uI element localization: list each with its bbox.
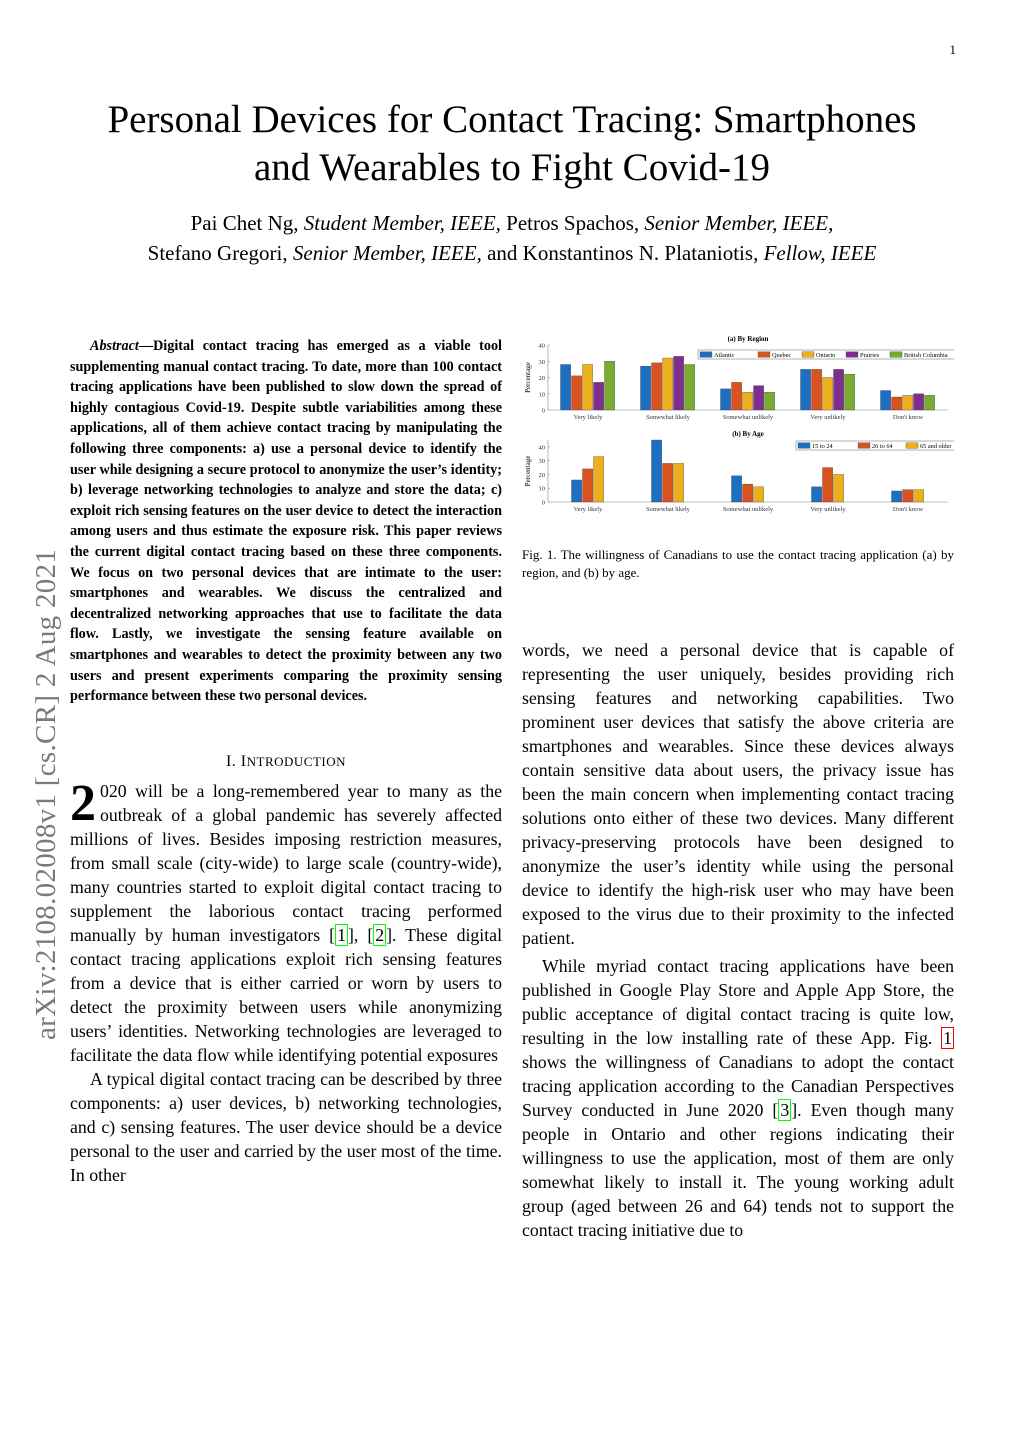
section-first-letter: I	[240, 752, 247, 770]
body-text: . Even though many people in Ontario and other regions indicating their willingness to use the application, most of them are only somewhat likely to install it. The young working adult group (aged between 26 and 64) tends not to support the contact tracing initiative due to	[522, 1100, 954, 1240]
title-line-1: Personal Devices for Contact Tracing: Smartphones	[107, 98, 917, 141]
bar-15-to-24	[892, 491, 902, 502]
y-tick-label: 40	[538, 444, 545, 452]
author-name: and Konstantinos N. Plataniotis,	[487, 241, 759, 265]
author-name: Stefano Gregori,	[147, 241, 288, 265]
bar-british-columbia	[845, 374, 855, 410]
x-tick-label: Very likely	[573, 506, 603, 513]
intro-paragraph-2: A typical digital contact tracing can be described by three components: a) user devices, b) networking technologies, and c) sensing features. The user device should be a device personal to the user and carried by the user most of the time. In other	[70, 1068, 502, 1185]
y-tick-label: 0	[541, 499, 545, 507]
figure-1	[522, 330, 954, 525]
bar-15-to-24	[652, 440, 662, 502]
legend-label: Prairies	[860, 351, 880, 359]
bar-ontario	[743, 392, 753, 410]
bar-atlantic	[801, 369, 811, 410]
bar-quebec	[812, 369, 822, 410]
title-line-2: and Wearables to Fight Covid-19	[253, 146, 771, 189]
bar-26-to-64	[583, 469, 593, 502]
bar-65-and-older	[674, 463, 684, 502]
bar-65-and-older	[754, 487, 764, 502]
page-number: 1	[949, 42, 956, 57]
bar-quebec	[892, 397, 902, 410]
section-heading	[70, 753, 502, 771]
bar-prairies	[754, 386, 764, 410]
bar-15-to-24	[812, 487, 822, 502]
bar-26-to-64	[823, 468, 833, 502]
legend-swatch	[846, 352, 858, 358]
figure-caption: Fig. 1. The willingness of Canadians to use the contact tracing application (a) by region, and (b) by age.	[522, 547, 954, 580]
section-number: I.	[225, 752, 237, 770]
legend-label: British Columbia	[904, 351, 948, 359]
body-text: While myriad contact tracing applications have been published in Google Play Store and Apple App Store, the public acceptance of digital contact tracing is quite low, resulting in the low installing rate of these App. Fig.	[522, 956, 954, 1048]
bar-ontario	[583, 365, 593, 411]
y-tick-label: 30	[538, 358, 545, 366]
citation-link[interactable]: 1	[337, 924, 346, 945]
x-tick-label: Don't know	[892, 414, 924, 421]
chart-title: (b) By Age	[732, 430, 764, 438]
citation-separator: ,	[353, 924, 368, 945]
legend-label: 26 to 64	[872, 442, 893, 450]
legend-label: Quebec	[772, 351, 792, 359]
right-paragraph-2: While myriad contact tracing applications have been published in Google Play Store and Apple App Store, the public acceptance of digital contact tracing is quite low, resulting in the low installing rate of these App. Fig. 1 shows the willingness of Canadians to adopt the contact tracing application according to the Canadian Perspectives Survey conducted in June 2020 [ 3 ]. Even though many people in Ontario and other regions indicating their willingness to use the application, most of them are only somewhat likely to install it. The young working adult group (aged between 26 and 64) tends not to support the contact tracing initiative due to	[522, 956, 954, 1240]
bar-prairies	[594, 382, 604, 410]
paper-title	[0, 96, 1024, 192]
author-list	[0, 208, 1024, 268]
bar-15-to-24	[732, 476, 742, 502]
y-tick-label: 30	[538, 458, 545, 466]
body-text: shows the willingness of Canadians to adopt the contact tracing application according to the Canadian Perspectives Survey conducted in June 2020	[522, 1052, 954, 1120]
left-column	[70, 336, 502, 1187]
bar-15-to-24	[572, 480, 582, 502]
author-role: Senior Member, IEEE,	[292, 241, 482, 265]
author-role: Fellow, IEEE	[763, 241, 877, 265]
author-role: Student Member, IEEE,	[303, 211, 501, 235]
legend-label: 15 to 24	[812, 442, 833, 450]
abstract	[70, 336, 502, 707]
section-title-rest: NTRODUCTION	[246, 753, 347, 769]
bar-british-columbia	[685, 365, 695, 411]
legend-label: Atlantic	[714, 351, 735, 359]
x-tick-label: Don't know	[892, 506, 924, 513]
author-name: Petros Spachos,	[506, 211, 640, 235]
bar-quebec	[572, 376, 582, 410]
bar-26-to-64	[743, 484, 753, 502]
citation-link[interactable]: 2	[375, 924, 385, 945]
legend-swatch	[802, 352, 814, 358]
y-tick-label: 0	[541, 407, 545, 415]
bar-prairies	[674, 356, 684, 410]
bar-atlantic	[881, 391, 891, 411]
bar-26-to-64	[663, 463, 673, 502]
bar-atlantic	[641, 366, 651, 410]
bar-quebec	[652, 363, 662, 410]
bar-atlantic	[561, 365, 571, 411]
citation-link[interactable]: 3	[780, 1100, 790, 1120]
x-tick-label: Very likely	[573, 414, 603, 421]
legend-swatch	[890, 352, 902, 358]
author-name: Pai Chet Ng,	[190, 211, 299, 235]
bar-65-and-older	[594, 457, 604, 502]
author-role: Senior Member, IEEE,	[644, 211, 834, 235]
x-tick-label: Very unlikely	[810, 506, 846, 513]
intro-paragraph-1: 2 020 will be a long-remembered year to many as the outbreak of a global pandemic has severely affected millions of lives. Besides imposing restriction measures, from small scale (city-wide) to large scale (country-wide), many countries started to exploit digital contact tracing to supplement the laborious contact tracing performed manually by human investigators [ 1 ], [ 2 ]. These digital contact tracing applications exploit rich sensing features from a device that is either carried or worn by users to detect the proximity between users while anonymizing users’ identities. Networking technologies are leveraged to facilitate the data flow while identifying potential exposures	[70, 774, 503, 1065]
right-paragraph-1: words, we need a personal device that is capable of representing the user uniquely, besides providing rich sensing features and networking capabilities. Two prominent user devices that satisfy the above criteria are smartphones and wearables. Since these devices always contain sensitive data about users, the privacy issue has been the main concern when implementing contact tracing solutions onto either of these two devices. Many different privacy-preserving protocols have been designed to anonymize the user’s identity while using the personal device to identify the high-risk user who may have been exposed to the virus due to their proximity to the infected patient.	[522, 640, 954, 948]
legend-swatch	[906, 443, 918, 449]
intro-text: . These digital contact tracing applications exploit rich sensing features from a device that is either carried or worn by users to detect the proximity between users while anonymizing users’ identities. Networking technologies are leveraged to facilitate the data flow while identifying potential exposures	[70, 924, 503, 1065]
legend-swatch	[798, 443, 810, 449]
bar-quebec	[732, 382, 742, 410]
y-tick-label: 10	[538, 391, 545, 399]
legend-label: Ontario	[816, 351, 836, 359]
y-tick-label: 20	[538, 375, 545, 382]
chart-title: (a) By Region	[727, 335, 769, 343]
x-tick-label: Somewhat likely	[646, 506, 690, 513]
bar-ontario	[903, 395, 913, 410]
abstract-label: Abstract	[90, 338, 139, 354]
bar-prairies	[834, 369, 844, 410]
drop-cap: 2	[70, 774, 96, 832]
legend-swatch	[700, 352, 712, 358]
bar-atlantic	[721, 389, 731, 410]
arxiv-identifier: arXiv:2108.02008v1 [cs.CR] 2 Aug 2021	[30, 548, 62, 1040]
y-tick-label: 20	[538, 471, 545, 479]
bar-british-columbia	[605, 361, 615, 410]
abstract-text: —Digital contact tracing has emerged as a viable tool supplementing manual contact tracing. To date, more than 100 contact tracing applications have been published to slow down the spread of highly contagious Covid-19. Despite subtle variabilities among these applications, all of them achieve contact tracing by manipulating the following three components: a) use a personal device to identify the user while designing a secure protocol to anonymize the user’s identity; b) leverage networking technologies to analyze and store the data; c) exploit rich sensing features on the user device to detect the interaction among users and thus estimate the exposure risk. This paper reviews the current digital contact tracing based on these three components. We focus on two personal devices that are intimate to the user: smartphones and wearables. We discuss the centralized and decentralized networking approaches that use to facilitate the data flow. Lastly, we investigate the sensing feature available on smartphones and wearables to detect the proximity between any two users and present experiments comparing the proximity sensing performance between these two personal devices.	[70, 338, 502, 705]
x-tick-label: Somewhat unlikely	[722, 414, 774, 421]
y-tick-label: 10	[538, 485, 545, 493]
x-tick-label: Somewhat unlikely	[722, 506, 774, 513]
figure-link[interactable]: 1	[943, 1028, 952, 1048]
y-tick-label: 40	[538, 342, 545, 350]
legend-swatch	[758, 352, 770, 358]
bar-ontario	[823, 378, 833, 411]
bar-prairies	[914, 394, 924, 410]
bar-65-and-older	[914, 490, 924, 502]
legend-label: 65 and older	[920, 442, 952, 450]
legend-swatch	[858, 443, 870, 449]
intro-text: 020 will be a long-remembered year to many as the outbreak of a global pandemic has severely affected millions of lives. Besides imposing restriction measures, from small scale (city-wide) to large scale (country-wide), many countries started to exploit digital contact tracing to supplement the laborious contact tracing performed manually by human investigators	[70, 780, 502, 945]
y-axis-label: Percentage	[524, 455, 532, 487]
right-column-text	[522, 638, 954, 1242]
bar-ontario	[663, 358, 673, 410]
figure-1-chart	[522, 330, 954, 520]
bar-british-columbia	[925, 395, 935, 410]
x-tick-label: Somewhat likely	[646, 414, 690, 421]
x-tick-label: Very unlikely	[810, 414, 846, 421]
y-axis-label: Percentage	[524, 362, 532, 393]
bar-british-columbia	[765, 392, 775, 410]
bar-65-and-older	[834, 474, 844, 502]
bar-26-to-64	[903, 490, 913, 502]
